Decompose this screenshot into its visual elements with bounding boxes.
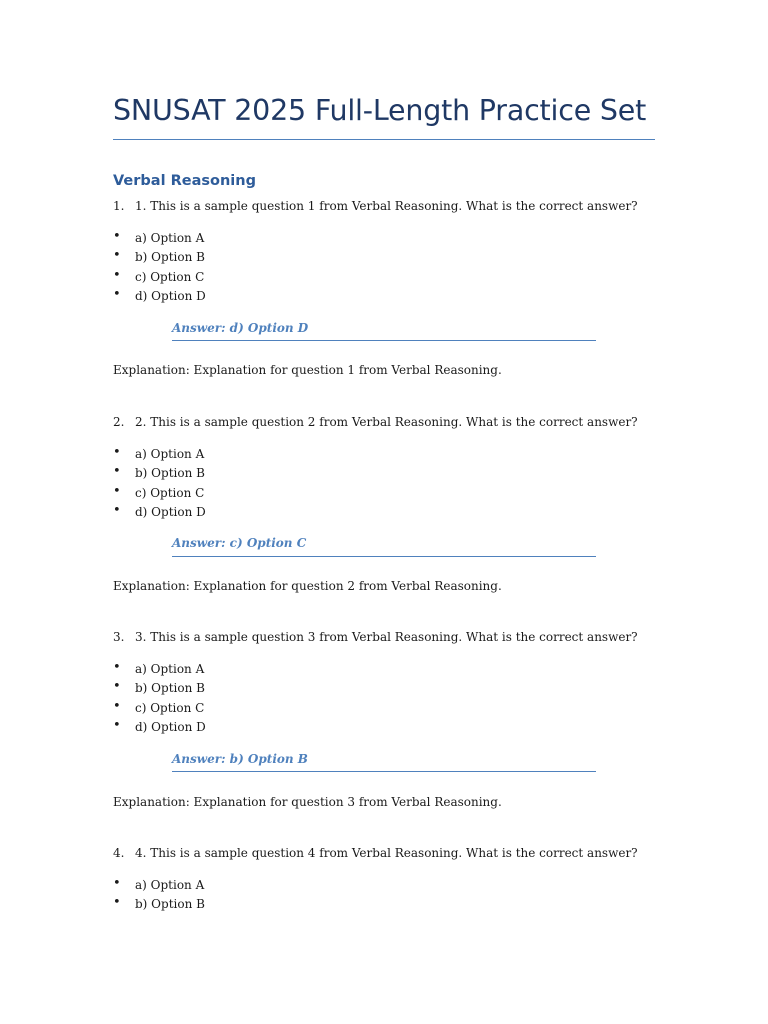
option-item bbox=[113, 288, 313, 307]
question-text: 3. This is a sample question 3 from Verbal Reasoning. What is the correct answer? bbox=[135, 630, 638, 644]
option-text: b) Option B bbox=[135, 897, 205, 912]
answer-underline bbox=[172, 771, 596, 772]
question-number: 3. bbox=[113, 630, 125, 644]
option-text: d) Option D bbox=[135, 719, 206, 734]
option-text: b) Option B bbox=[135, 250, 205, 265]
bullet-icon: • bbox=[113, 229, 121, 244]
question-number: 4. bbox=[113, 846, 125, 860]
bullet-icon: • bbox=[113, 267, 121, 283]
option-item bbox=[113, 269, 313, 288]
option-item bbox=[113, 485, 313, 504]
document-title: SNUSAT 2025 Full-Length Practice Set bbox=[113, 94, 647, 127]
options-list bbox=[113, 661, 313, 738]
option-item bbox=[113, 465, 313, 484]
explanation-text: Explanation: Explanation for question 3 from Verbal Reasoning. bbox=[113, 795, 502, 809]
option-item bbox=[113, 700, 313, 719]
options-list bbox=[113, 446, 313, 523]
option-item bbox=[113, 446, 313, 465]
question-text: 1. This is a sample question 1 from Verbal Reasoning. What is the correct answer? bbox=[135, 199, 638, 213]
bullet-icon: • bbox=[113, 698, 121, 714]
question-text: 4. This is a sample question 4 from Verbal Reasoning. What is the correct answer? bbox=[135, 846, 638, 860]
option-item bbox=[113, 877, 313, 896]
question-number: 2. bbox=[113, 415, 125, 429]
answer-line: Answer: d) Option D bbox=[172, 321, 309, 335]
section-heading: Verbal Reasoning bbox=[113, 173, 256, 189]
bullet-icon: • bbox=[113, 445, 121, 460]
bullet-icon: • bbox=[113, 483, 121, 499]
option-text: a) Option A bbox=[135, 447, 205, 461]
answer-underline bbox=[172, 556, 596, 557]
option-item bbox=[113, 504, 313, 523]
option-item bbox=[113, 661, 313, 680]
bullet-icon: • bbox=[113, 717, 121, 733]
option-item bbox=[113, 719, 313, 738]
question-text: 2. This is a sample question 2 from Verbal Reasoning. What is the correct answer? bbox=[135, 415, 638, 429]
bullet-icon: • bbox=[113, 502, 121, 518]
question-number: 1. bbox=[113, 199, 125, 213]
bullet-icon: • bbox=[113, 876, 121, 891]
bullet-icon: • bbox=[113, 660, 121, 675]
options-list bbox=[113, 877, 313, 916]
option-text: a) Option A bbox=[135, 878, 205, 892]
option-text: a) Option A bbox=[135, 231, 205, 245]
bullet-icon: • bbox=[113, 464, 121, 480]
option-text: c) Option C bbox=[135, 485, 205, 500]
bullet-icon: • bbox=[113, 248, 121, 264]
option-text: a) Option A bbox=[135, 662, 205, 676]
title-underline bbox=[113, 139, 655, 140]
bullet-icon: • bbox=[113, 895, 121, 911]
option-text: b) Option B bbox=[135, 466, 205, 481]
option-text: c) Option C bbox=[135, 269, 205, 284]
bullet-icon: • bbox=[113, 286, 121, 302]
options-list bbox=[113, 230, 313, 307]
answer-line: Answer: b) Option B bbox=[172, 752, 308, 766]
answer-underline bbox=[172, 340, 596, 341]
option-text: c) Option C bbox=[135, 700, 205, 715]
answer-line: Answer: c) Option C bbox=[172, 536, 307, 550]
explanation-text: Explanation: Explanation for question 1 from Verbal Reasoning. bbox=[113, 363, 502, 377]
bullet-icon: • bbox=[113, 679, 121, 695]
explanation-text: Explanation: Explanation for question 2 from Verbal Reasoning. bbox=[113, 579, 502, 593]
option-item bbox=[113, 249, 313, 268]
option-item bbox=[113, 230, 313, 249]
option-text: b) Option B bbox=[135, 681, 205, 696]
option-item bbox=[113, 896, 313, 915]
option-text: d) Option D bbox=[135, 504, 206, 519]
option-text: d) Option D bbox=[135, 288, 206, 303]
option-item bbox=[113, 680, 313, 699]
